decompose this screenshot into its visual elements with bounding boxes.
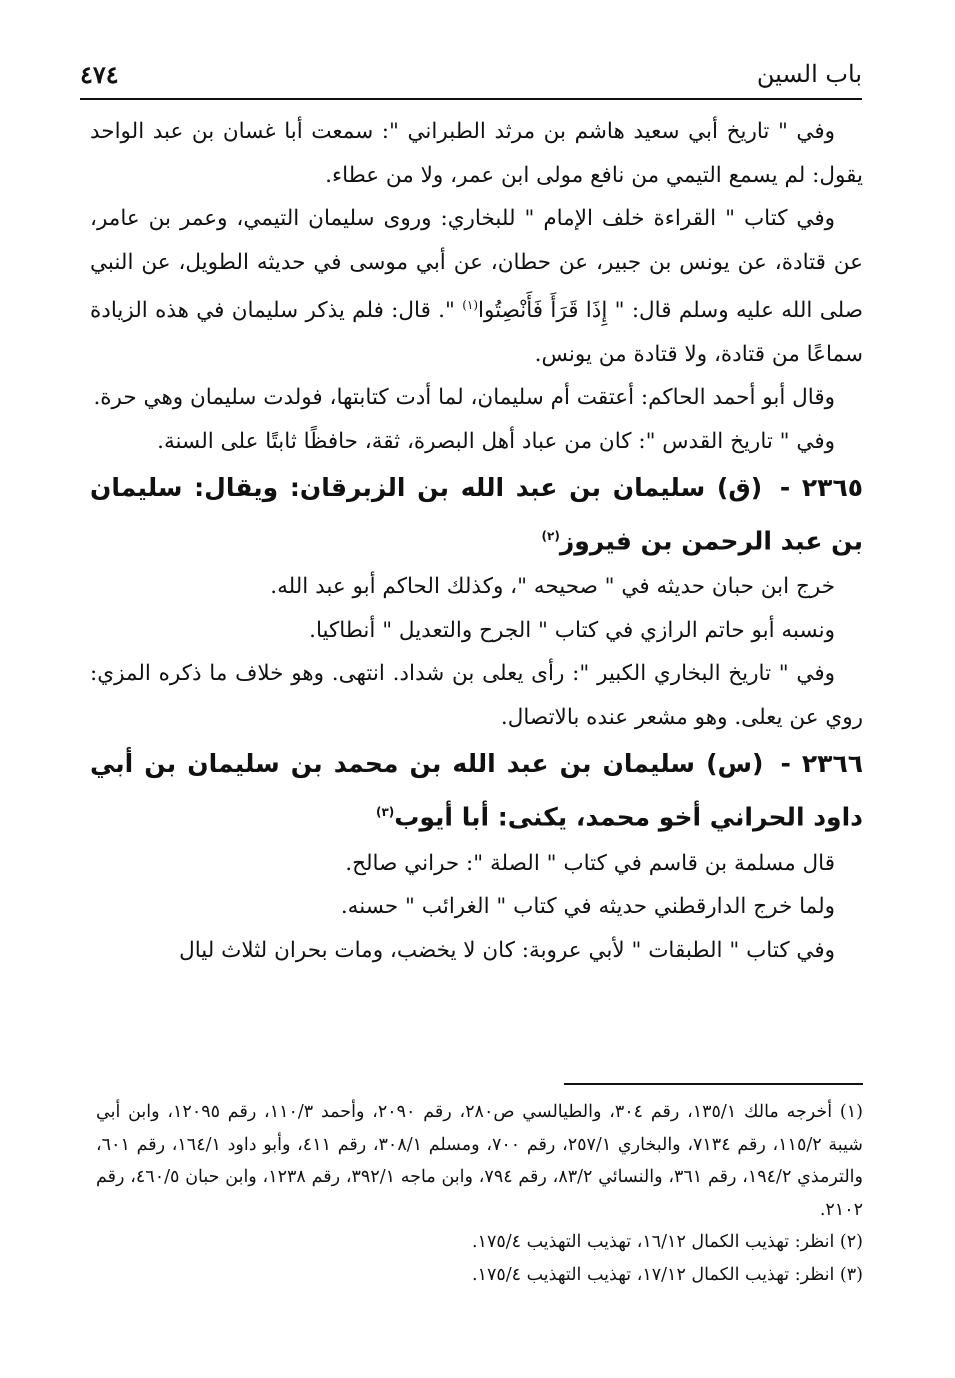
footnotes	[96, 1096, 863, 1291]
page-number: ٤٧٤	[80, 60, 119, 89]
footnote-marker: (١)	[462, 298, 479, 312]
paragraph: وفي كتاب " الطبقات " لأبي عروبة: كان لا يخضب، ومات بحران لثلاث ليال	[179, 937, 835, 963]
paragraph: وفي " تاريخ البخاري الكبير ": رأى يعلى بن شداد. انتهى. وهو خلاف ما ذكره المزي: روي عن يعلى. وهو مشعر عنده بالاتصال.	[90, 661, 863, 730]
paragraph: وقال أبو أحمد الحاكم: أعتقت أم سليمان، لما أدت كتابتها، فولدت سليمان وهي حرة.	[93, 385, 835, 411]
footnote-marker: (٢)	[541, 529, 560, 544]
footnote: (٣) انظر: تهذيب الكمال ١٧/١٢، تهذيب التهذيب ١٧٥/٤.	[471, 1264, 863, 1285]
page-header	[80, 58, 862, 100]
paragraph: ولما خرج الدارقطني حديثه في كتاب " الغرائب " حسنه.	[340, 894, 835, 920]
main-text	[90, 110, 863, 972]
footnote: (١) أخرجه مالك ١٣٥/١، رقم ٣٠٤، والطيالسي ص٢٨٠، رقم ٢٠٩٠، وأحمد ١١٠/٣، رقم ١٢٠٩٥، وابن أبي شيبة ١١٥/٢، رقم ٧١٣٤، والبخاري ٢٥٧/١، رقم ٧٠٠، ومسلم ٣٠٨/١، رقم ٤١١، وأبو داود ١٦٤/١، رقم ٦٠١، والترمذي ١٩٤/٢، رقم ٣٦١، والنسائي ٨٣/٢، رقم ٧٩٤، وابن ماجه ٣٩٢/١، رقم ١٢٣٨، وابن حبان ٤٦٠/٥، رقم ٢١٠٢.	[96, 1102, 863, 1220]
footnote: (٢) انظر: تهذيب الكمال ١٦/١٢، تهذيب التهذيب ١٧٥/٤.	[471, 1232, 863, 1252]
paragraph: قال مسلمة بن قاسم في كتاب " الصلة ": حراني صالح.	[345, 850, 835, 876]
entry-title: (س) سليمان بن عبد الله بن محمد بن سليمان بن أبي داود الحراني أخو محمد، يكنى: أبا أيوب	[90, 749, 863, 832]
footnote-divider	[564, 1083, 863, 1085]
paragraph: خرج ابن حبان حديثه في " صحيحه "، وكذلك الحاكم أبو عبد الله.	[270, 574, 835, 600]
paragraph: وفي " تاريخ القدس ": كان من عباد أهل البصرة، ثقة، حافظًا ثابتًا على السنة.	[157, 428, 835, 454]
paragraph: ونسبه أبو حاتم الرازي في كتاب " الجرح والتعديل " أنطاكيا.	[309, 617, 835, 643]
entry-heading	[90, 739, 863, 841]
entry-number: ٢٣٦٥ -	[779, 473, 863, 503]
chapter-title: باب السين	[756, 60, 862, 88]
paragraph-text: وفي كتاب " القراءة خلف الإمام " للبخاري: وروى سليمان التيمي، وعمر بن عامر، عن قتادة، عن يونس بن جبير، عن حطان، عن أبي موسى في حديثه الطويل، عن النبي صلى الله عليه وسلم قال: " إِذَا قَرَأَ فَأَنْصِتُوا	[90, 206, 863, 324]
footnote-marker: (٣)	[375, 805, 395, 820]
paragraph-text: ". قال: فلم يذكر سليمان في هذه الزيادة سماعًا من قتادة، ولا قتادة من يونس.	[90, 298, 863, 367]
entry-heading	[90, 463, 863, 565]
entry-title: (ق) سليمان بن عبد الله بن الزبرقان: ويقال: سليمان بن عبد الرحمن بن فيروز	[90, 473, 863, 556]
entry-number: ٢٣٦٦ -	[780, 749, 863, 779]
paragraph	[90, 197, 863, 376]
paragraph: وفي " تاريخ أبي سعيد هاشم بن مرثد الطبراني ": سمعت أبا غسان بن عبد الواحد يقول: لم يسمع التيمي من نافع مولى ابن عمر، ولا من عطاء.	[90, 119, 863, 188]
